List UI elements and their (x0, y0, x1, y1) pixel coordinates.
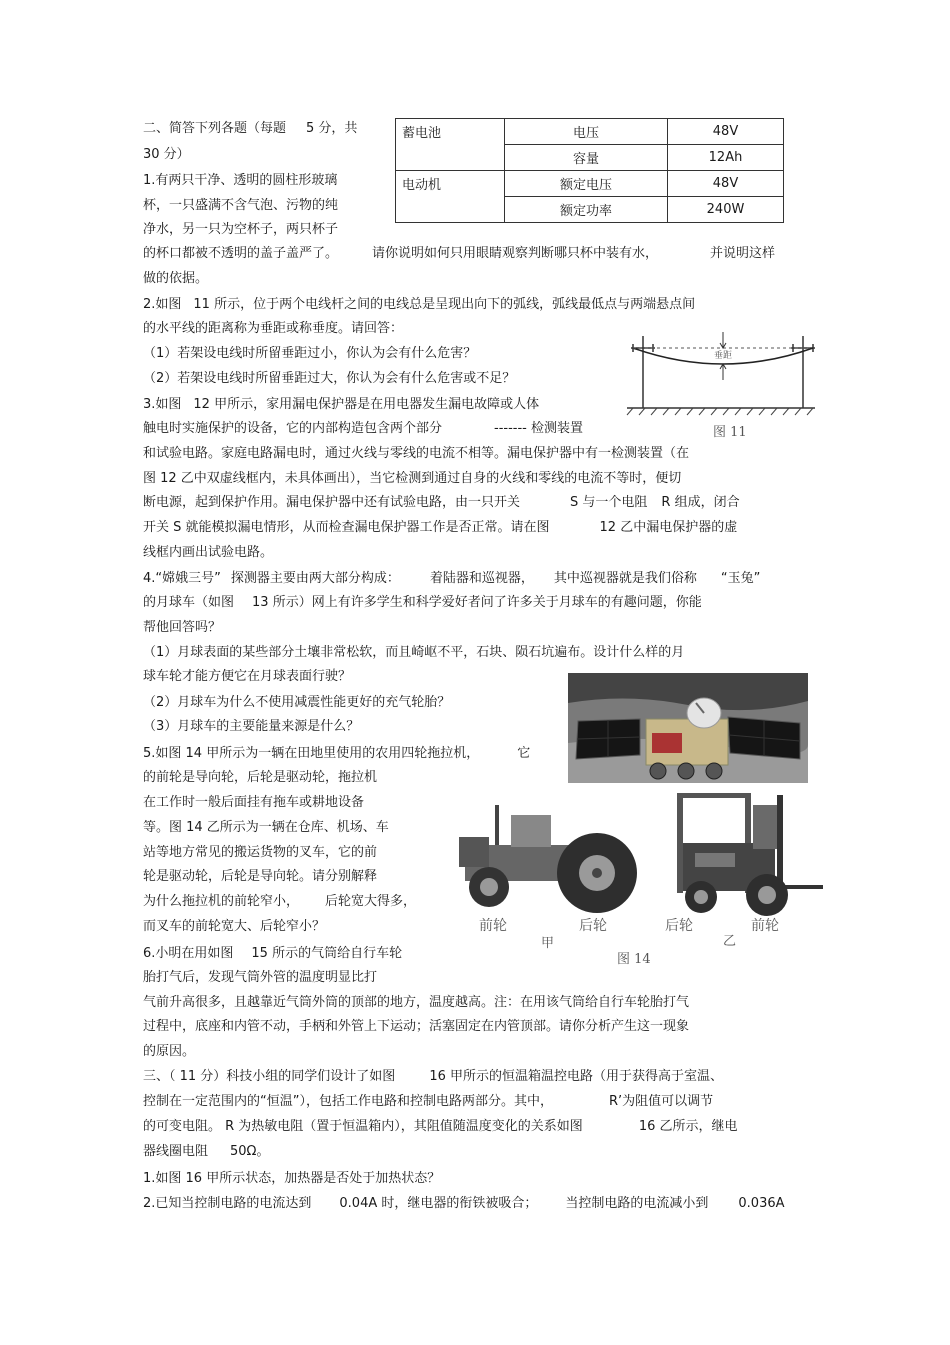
table-cell-param: 电压 (505, 119, 668, 145)
q5-line6: 轮是驱动轮，后轮是导向轮。请分别解释 (143, 869, 378, 884)
right-pole (791, 336, 815, 408)
table-cell-param: 额定功率 (505, 197, 668, 223)
forklift-label-yi: 乙 (723, 934, 737, 949)
q2-sub1: （1）若架设电线时所留垂距过小，你认为会有什么危害？ (143, 346, 477, 361)
q5-line1: 5.如图 14 甲所示为一辆在田地里使用的农用四轮拖拉机， 它 (143, 746, 531, 761)
q6-line1: 6.小明在用如图 15 所示的气筒给自行车轮 (143, 946, 403, 961)
section3-part2: 2.已知当控制电路的电流达到 0.04A 时，继电器的衔铁被吸合； 当控制电路的电流减小到 0.036A (143, 1196, 785, 1211)
solar-panel-right (728, 717, 800, 759)
forklift-drawing (677, 793, 823, 916)
q1-line5: 做的依据。 (143, 271, 209, 286)
q3-line7: 线框内画出试验电路。 (143, 545, 274, 560)
q6-line4: 过程中，底座和内管不动，手柄和外管上下运动；活塞固定在内管顶部。请你分析产生这一现象 (143, 1019, 690, 1034)
q6-line3: 气前升高很多，且越靠近气筒外筒的顶部的地方，温度越高。注：在用该气筒给自行车轮胎打气 (143, 995, 690, 1010)
table-cell-param: 额定电压 (505, 171, 668, 197)
table-cell-param: 容量 (505, 145, 668, 171)
q3-line5: 断电源，起到保护作用。漏电保护器中还有试验电路，由一只开关 S 与一个电阻 R 组成，闭合 (143, 495, 740, 510)
forklift-rear-wheel-label: 后轮 (665, 918, 693, 934)
q5-line5: 站等地方常见的搬运货物的叉车，它的前 (143, 845, 378, 860)
q5-line2: 的前轮是导向轮，后轮是驱动轮，拖拉机 (143, 770, 378, 785)
section3-line4: 器线圈电阻 50Ω。 (143, 1144, 270, 1159)
q4-line1: 4.“嫦娥三号” 探测器主要由两大部分构成： 着陆器和巡视器， 其中巡视器就是我们俗称 “玉兔” (143, 571, 761, 586)
section3-line2: 控制在一定范围内的“恒温”），包括工作电路和控制电路两部分。其中， R’为阻值可以调节 (143, 1094, 714, 1109)
q5-line3: 在工作时一般后面挂有拖车或耕地设备 (143, 795, 365, 810)
table-row (396, 119, 784, 145)
q4-sub3: （3）月球车的主要能量来源是什么？ (143, 719, 360, 734)
q4-sub1b: 球车轮才能方便它在月球表面行驶？ (143, 669, 352, 684)
q6-line5: 的原因。 (143, 1044, 196, 1059)
section3-line1: 三、（ 11 分）科技小组的同学们设计了如图 16 甲所示的恒温箱温控电路（用于获得高于室温、 (143, 1069, 723, 1084)
table-cell-value: 240W (668, 197, 784, 223)
table-cell-value: 48V (668, 171, 784, 197)
left-pole (631, 336, 655, 408)
figure-14-caption: 图 14 (617, 952, 651, 967)
q4-line3: 帮他回答吗？ (143, 620, 222, 635)
tractor-drawing (459, 805, 637, 913)
forklift-front-wheel-label: 前轮 (751, 918, 779, 934)
tractor-label-jia: 甲 (541, 936, 555, 951)
q4-line2: 的月球车（如图 13 所示）网上有许多学生和科学爱好者问了许多关于月球车的有趣问题，你能 (143, 595, 702, 610)
table-cell-group: 电动机 (396, 171, 505, 223)
spec-table (395, 118, 784, 223)
tractor-rear-wheel-label: 后轮 (579, 918, 607, 934)
q5-line8: 而叉车的前轮宽大、后轮窄小？ (143, 919, 326, 934)
q1-line3: 净水，另一只为空杯子，两只杯子 (143, 222, 339, 237)
q2-sub2: （2）若架设电线时所留垂距过大，你认为会有什么危害或不足？ (143, 371, 516, 386)
q3-line6: 开关 S 就能模拟漏电情形，从而检查漏电保护器工作是否正常。请在图 12 乙中漏电保护器的虚 (143, 520, 738, 535)
solar-panel-left (576, 719, 640, 759)
section2-heading: 二、简答下列各题（每题 5 分，共 (143, 121, 358, 136)
sag-label: 垂距 (714, 351, 733, 361)
figure-11 (625, 326, 820, 444)
q5-line7: 为什么拖拉机的前轮窄小， 后轮宽大得多， (143, 894, 417, 909)
table-row (396, 171, 784, 197)
q1-line4: 的杯口都被不透明的盖子盖严了。 请你说明如何只用眼睛观察判断哪只杯中装有水， 并说明这样 (143, 246, 776, 261)
q3-line3: 和试验电路。家庭电路漏电时，通过火线与零线的电流不相等。漏电保护器中有一检测装置（在 (143, 446, 690, 461)
q2-line2: 的水平线的距离称为垂距或称垂度。请回答： (143, 321, 404, 336)
q4-sub2: （2）月球车为什么不使用减震性能更好的充气轮胎？ (143, 695, 451, 710)
section3-line3: 的可变电阻。 R 为热敏电阻（置于恒温箱内），其阻值随温度变化的关系如图 16 乙所示，继电 (143, 1119, 738, 1134)
q5-line4: 等。图 14 乙所示为一辆在仓库、机场、车 (143, 820, 389, 835)
tractor-front-wheel-label: 前轮 (479, 918, 507, 934)
table-cell-value: 12Ah (668, 145, 784, 171)
section2-heading-total: 30 分） (143, 147, 190, 162)
q3-line4: 图 12 乙中双虚线框内，未具体画出），当它检测到通过自身的火线和零线的电流不等时，便切 (143, 471, 682, 486)
q1-line1: 1.有两只干净、透明的圆柱形玻璃 (143, 173, 338, 188)
figure-11-caption: 图 11 (713, 425, 747, 440)
section3-part1: 1.如图 16 甲所示状态，加热器是否处于加热状态？ (143, 1171, 441, 1186)
q1-line2: 杯，一只盛满不含气泡、污物的纯 (143, 198, 339, 213)
q4-sub1a: （1）月球表面的某些部分土壤非常松软，而且崎岖不平，石块、陨石坑遍布。设计什么样的月 (143, 645, 685, 660)
table-cell-group: 蓄电池 (396, 119, 505, 171)
table-cell-value: 48V (668, 119, 784, 145)
moon-rover-photo (568, 673, 808, 783)
q3-line2: 触电时实施保护的设备，它的内部构造包含两个部分 ------- 检测装置 (143, 421, 583, 436)
q3-line1: 3.如图 12 甲所示，家用漏电保护器是在用电器发生漏电故障或人体 (143, 397, 540, 412)
q2-line1: 2.如图 11 所示，位于两个电线杆之间的电线总是呈现出向下的弧线，弧线最低点与两端悬点间 (143, 297, 696, 312)
q6-line2: 胎打气后，发现气筒外管的温度明显比打 (143, 970, 378, 985)
figure-14 (455, 785, 837, 970)
ground-hatching (627, 408, 813, 415)
